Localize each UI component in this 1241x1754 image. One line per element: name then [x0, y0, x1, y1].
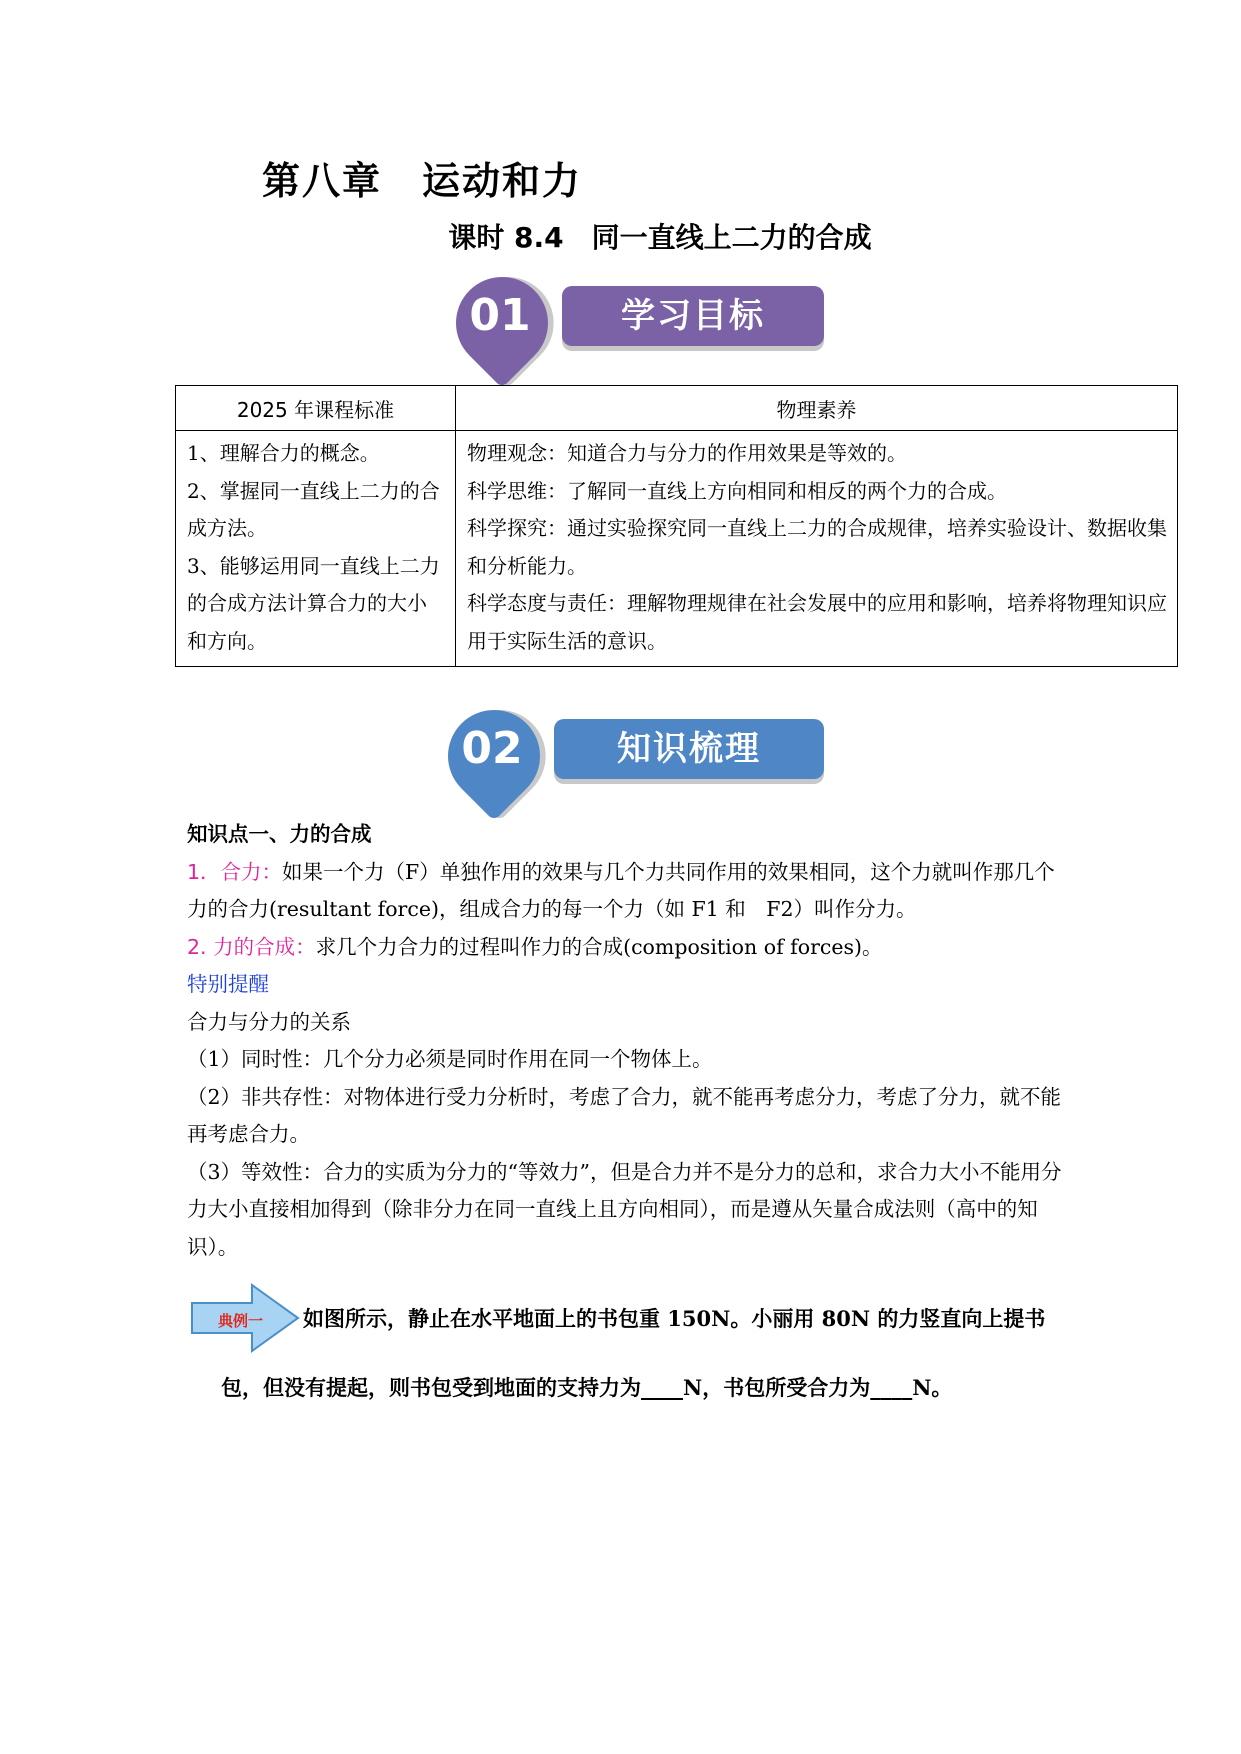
literacy-label: 科学态度与责任： — [467, 591, 627, 615]
relation-item: （1）同时性：几个分力必须是同时作用在同一个物体上。 — [187, 1047, 713, 1071]
section-banner-goals — [450, 272, 830, 367]
example-tag: 典例一 — [218, 1312, 264, 1330]
standard-item: 1、理解合力的概念。 — [187, 441, 380, 465]
definition-composition — [187, 929, 1067, 967]
example-block — [190, 1283, 1090, 1353]
goals-table — [175, 385, 1178, 667]
example-text-line1: 如图所示，静止在水平地面上的书包重 150N。小丽用 80N 的力竖直向上提书 — [303, 1306, 1046, 1331]
literacy-text: 理解物理规律在社会发展中的应用和影响，培养将物理知识应用于实际生活的意识。 — [467, 591, 1167, 653]
term-label: 2. 力的合成： — [187, 934, 316, 959]
relation-item: （3）等效性：合力的实质为分力的“等效力”，但是合力并不是分力的总和，求合力大小不能用分力大小直接相加得到（除非分力在同一直线上且方向相同），而是遵从矢量合成法则（高中的知识）。 — [187, 1159, 1062, 1259]
example-text-line2: 包，但没有提起，则书包受到地面的支持力为____N，书包所受合力为____N。 — [221, 1375, 953, 1400]
table-header-row — [176, 386, 1178, 431]
relation-item: （2）非共存性：对物体进行受力分析时，考虑了合力，就不能再考虑分力，考虑了分力，就不能再考虑合力。 — [187, 1084, 1062, 1146]
col-header-literacy: 物理素养 — [456, 386, 1178, 431]
definition-resultant-force — [187, 854, 1067, 929]
lesson-title: 课时 8.4 同一直线上二力的合成 — [448, 221, 872, 254]
standard-item: 3、能够运用同一直线上二力的合成方法计算合力的大小和方向。 — [187, 553, 440, 653]
literacy-item — [467, 435, 1167, 473]
section-title: 知识梳理 — [554, 719, 824, 779]
section-number: 01 — [469, 290, 531, 341]
chapter-title: 第八章 运动和力 — [262, 159, 583, 203]
literacy-label: 科学探究： — [467, 516, 567, 540]
literacy-text: 知道合力与分力的作用效果是等效的。 — [567, 441, 907, 465]
literacy-label: 物理观念： — [467, 441, 567, 465]
standards-cell — [176, 431, 456, 667]
literacy-text: 了解同一直线上方向相同和相反的两个力的合成。 — [567, 478, 1007, 503]
literacy-label: 科学思维： — [467, 478, 567, 503]
relation-title: 合力与分力的关系 — [187, 1009, 351, 1034]
section-title: 学习目标 — [562, 286, 824, 346]
knowledge-section — [187, 816, 1067, 1266]
literacy-cell — [456, 431, 1178, 667]
literacy-item — [467, 473, 1167, 511]
standard-item: 2、掌握同一直线上二力的合成方法。 — [187, 478, 440, 540]
section-number: 02 — [461, 723, 523, 774]
knowledge-point-title: 知识点一、力的合成 — [187, 822, 372, 846]
literacy-item — [467, 510, 1167, 585]
term-text: 求几个力合力的过程叫作力的合成(composition of forces)。 — [315, 934, 883, 959]
reminder-title: 特别提醒 — [187, 972, 269, 996]
term-label: 1．合力： — [187, 859, 283, 884]
literacy-text: 通过实验探究同一直线上二力的合成规律，培养实验设计、数据收集和分析能力。 — [467, 516, 1167, 578]
col-header-standard: 2025 年课程标准 — [176, 386, 456, 431]
term-text: 如果一个力（F）单独作用的效果与几个力共同作用的效果相同，这个力就叫作那几个力的合力(resultant force)，组成合力的每一个力（如 F1 和 F2）叫作分力。 — [187, 859, 1055, 921]
literacy-item — [467, 585, 1167, 660]
section-banner-knowledge — [442, 705, 832, 800]
table-row — [176, 431, 1178, 667]
